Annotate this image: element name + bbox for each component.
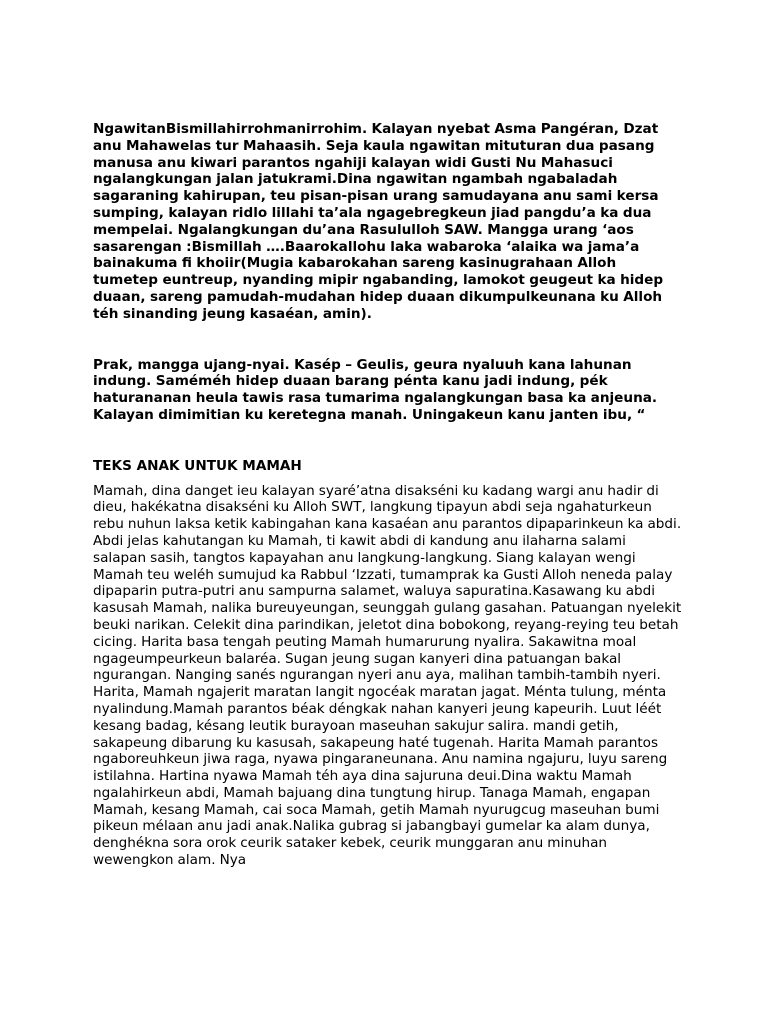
document-page xyxy=(93,121,683,869)
paragraph-opening: NgawitanBismillahirrohmanirrohim. Kalayan nyebat Asma Pangéran, Dzat anu Mahawelas tur Mahaasih. Seja kaula ngawitan mituturan dua pasang manusa anu kiwari parantos ngahiji kalayan widi Gusti Nu Mahasuci ngalangkungan jalan jatukrami.Dina ngawitan ngambah ngabaladah sagaraning kahirupan, teu pisan-pisan urang samudayana anu sami kersa sumping, kalayan ridlo lillahi ta’ala ngagebregkeun jiad pangdu’a ka dua mempelai. Ngalangkungan du’ana Rasululloh SAW. Mangga urang ‘aos sasarengan :Bismillah ….Baarokallohu laka wabaroka ‘alaika wa jama’a bainakuma fi khoiir(Mugia kabarokahan sareng kasinugrahaan Alloh tumetep euntreup, nyanding mipir ngabanding, lamokot geugeut ka hidep duaan, sareng pamudah-mudahan hidep duaan dikumpulkeunana ku Alloh téh sinanding jeung kasaéan, amin). xyxy=(93,121,664,322)
section-heading: TEKS ANAK UNTUK MAMAH xyxy=(93,457,302,474)
paragraph-body: Mamah, dina danget ieu kalayan syaré’atna disakséni ku kadang wargi anu hadir di dieu, hakékatna disakséni ku Alloh SWT, langkung tipayun abdi seja ngahaturkeun rebu nuhun laksa ketik kabingahan kana kasaéan anu parantos dipaparinkeun ka abdi. Abdi jelas kahutangan ku Mamah, ti kawit abdi di kandung anu ilaharna salami salapan sasih, tangtos kapayahan anu langkung-langkung. Siang kalayan wengi Mamah teu weléh sumujud ka Rabbul ‘Izzati, tumamprak ka Gusti Alloh neneda palay dipaparin putra-putri anu sampurna salamet, waluya sapuratina.Kasawang ku abdi kasusah Mamah, nalika bureuyeungan, seunggah gulang gasahan. Patuangan nyelekit beuki narikan. Celekit dina parindikan, jeletot dina bobokong, reyang-reying teu betah cicing. Harita basa tengah peuting Mamah humarurung nyalira. Sakawitna moal ngageumpeurkeun balaréa. Sugan jeung sugan kanyeri dina patuangan bakal ngurangan. Nanging sanés ngurangan nyeri anu aya, malihan tambih-tambih nyeri. Harita, Mamah ngajerit maratan langit ngocéak maratan jagat. Ménta tulung, ménta nyalindung.Mamah parantos béak déngkak nahan kanyeri jeung kapeurih. Luut léét kesang badag, késang leutik burayoan maseuhan sakujur salira. mandi getih, sakapeung dibarung ku kasusah, sakapeung haté tugenah. Harita Mamah parantos ngaboreuhkeun jiwa raga, nyawa pingaraneunana. Anu namina ngajuru, luyu sareng istilahna. Hartina nyawa Mamah téh aya dina sajuruna deui.Dina waktu Mamah ngalahirkeun abdi, Mamah bajuang dina tungtung hirup. Tanaga Mamah, engapan Mamah, kesang Mamah, cai soca Mamah, getih Mamah nyurugcug maseuhan bumi pikeun mélaan anu jadi anak.Nalika gubrag si jabangbayi gumelar ka alam dunya, denghékna sora orok ceurik sataker kebek, ceurik munggaran anu minuhan wewengkon alam. Nya xyxy=(93,482,682,869)
paragraph-invitation: Prak, mangga ujang-nyai. Kasép – Geulis, geura nyaluuh kana lahunan indung. Saméméh hidep duaan barang pénta kanu jadi indung, pék haturananan heula tawis rasa tumarima ngalangkungan basa ka anjeuna. Kalayan dimimitian ku keretegna manah. Uningakeun kanu janten ibu, “ xyxy=(93,356,658,423)
